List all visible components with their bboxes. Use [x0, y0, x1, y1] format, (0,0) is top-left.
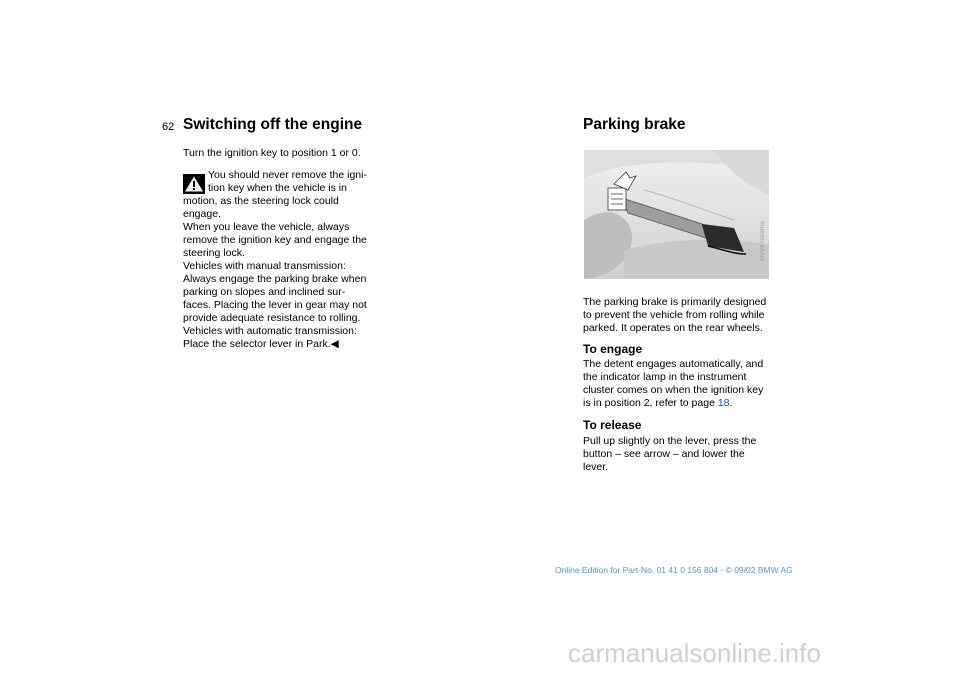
warning-block	[183, 169, 388, 351]
heading-to-engage: To engage	[583, 342, 643, 356]
intro-ignition-key	[183, 147, 361, 160]
warning-text-first: You should never remove the igni- tion key when the vehicle is in	[208, 169, 367, 194]
intro-text: Turn the ignition key to position 1 or 0.	[183, 147, 361, 159]
watermark: carmanualsonline.info	[568, 638, 821, 668]
heading-to-release: To release	[583, 418, 642, 432]
to-engage-text	[583, 358, 763, 410]
warning-icon	[183, 174, 205, 194]
figure-code: MV0470cdma	[760, 220, 766, 261]
heading-parking-brake: Parking brake	[583, 116, 686, 133]
parking-brake-intro: The parking brake is primarily designed to prevent the vehicle from rolling while parked. It operates on the rear wheels.	[583, 296, 767, 334]
to-release-text: Pull up slightly on the lever, press the button – see arrow – and lower the lever.	[583, 435, 757, 473]
to-engage-end: .	[729, 397, 733, 409]
warning-text-rest: motion, as the steering lock could engage. When you leave the vehicle, always remove the ignition key and engage the steering lock. Vehicles with manual transmission: Always engage the parking brake when parking on slopes and inclined sur- faces. Placing the lever in gear may not provide adequate resistance to rolling. Vehicles with automatic transmission: Place the selector lever in Park.	[183, 195, 367, 350]
end-mark-icon: ◀	[330, 338, 339, 350]
page-number: 62	[162, 121, 175, 133]
footer-edition-note: Online Edition for Part-No. 01 41 0 156 804 - © 09/02 BMW AG	[555, 565, 793, 575]
parking-brake-illustration	[584, 150, 769, 279]
page-ref-link[interactable]: 18	[717, 397, 730, 409]
heading-switching-off-engine: Switching off the engine	[183, 116, 363, 133]
to-engage-body: The detent engages automatically, and the indicator lamp in the instrument cluster comes on when the ignition key is in position 2, refer to page	[583, 358, 764, 409]
